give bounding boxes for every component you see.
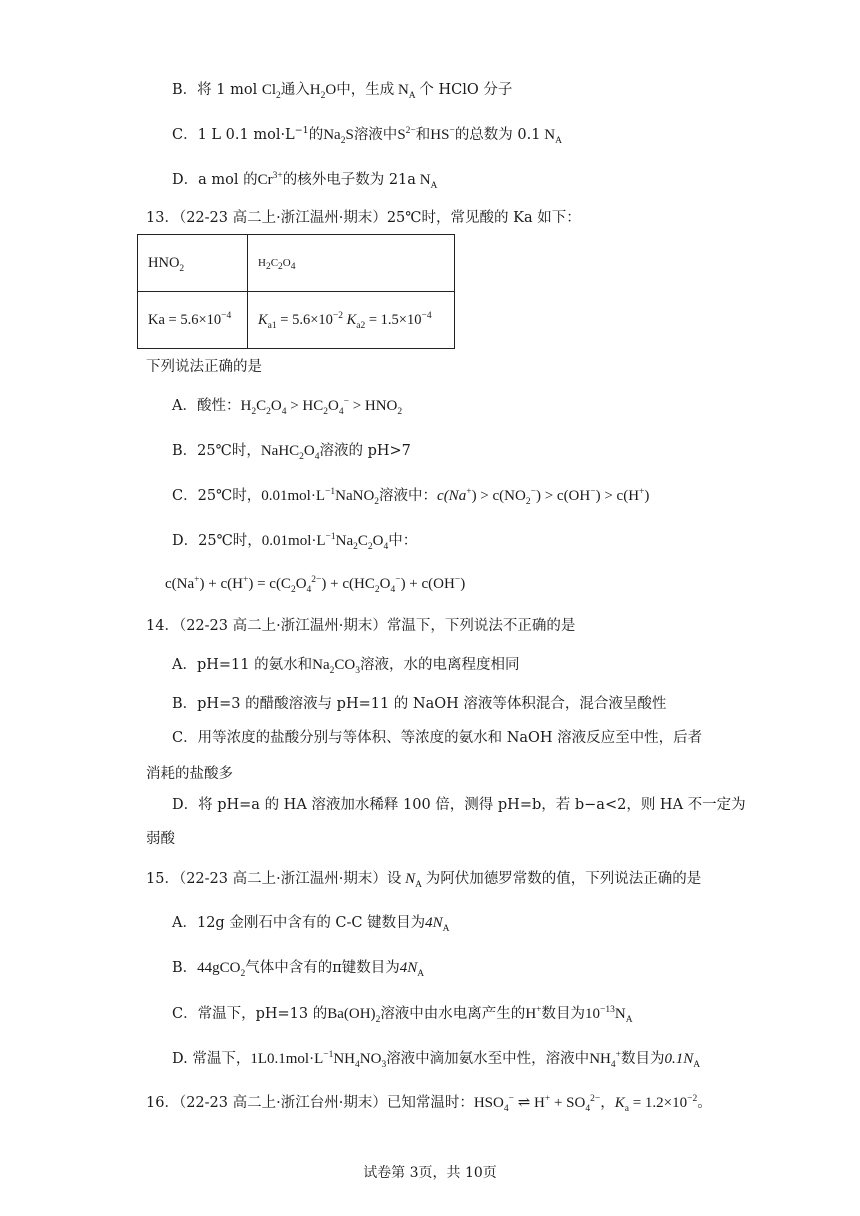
table-header-h2c2o4: $H_2C_2O_4$	[248, 235, 455, 292]
q13-prompt: 下列说法正确的是	[146, 359, 262, 375]
table-cell-ka-hno2: $Ka = 5.6\times 10^{-4}$	[138, 292, 248, 349]
q14-option-a: A．pH=11 的氨水和$Na_2CO_3$溶液，水的电离程度相同	[172, 657, 520, 676]
q12-option-d: D．a mol 的$Cr^{3+}$的核外电子数为 21a $N_A$	[172, 171, 438, 191]
q12-option-b: B．将 1 mol $Cl_2$通入$H_2O$中，生成 $N_A$ 个 HClO 分子	[172, 82, 513, 101]
page-footer: 试卷第 3页，共 10页	[363, 1165, 497, 1181]
q14-option-c-line1: C．用等浓度的盐酸分别与等体积、等浓度的氨水和 NaOH 溶液反应至中性，后者	[172, 730, 703, 746]
q15-option-c: C．常温下，pH=13 的$Ba(OH)_2$溶液中由水电离产生的H+数目为$10^{-13}N_A$	[172, 1005, 633, 1025]
q13-option-d-equation: $c(Na^+) + c(H^+) = c(C_2O_4^{2-}) + c(HC_2O_4^-) + c(OH^-)$	[165, 575, 466, 595]
q15-option-a: A．12g 金刚石中含有的 C-C 键数目为$4N_A$	[172, 915, 450, 934]
q14-option-d-line1: D．将 pH=a 的 HA 溶液加水稀释 100 倍，测得 pH=b，若 b−a<2，则 HA 不一定为	[172, 797, 746, 813]
q15-stem: 15．（22-23 高二上·浙江温州·期末）设 $N_A$ 为阿伏加德罗常数的值，下列说法正确的是	[146, 871, 702, 890]
q13-stem: 13．（22-23 高二上·浙江温州·期末）25℃时，常见酸的 Ka 如下：	[146, 210, 581, 226]
q14-stem: 14．（22-23 高二上·浙江温州·期末）常温下，下列说法不正确的是	[146, 618, 576, 634]
q15-option-b: B．44gCO$_2$气体中含有的π键数目为$4N_A$	[172, 960, 425, 979]
q14-option-b: B．pH=3 的醋酸溶液与 pH=11 的 NaOH 溶液等体积混合，混合液呈酸性	[172, 696, 667, 712]
q13-option-c: C．25℃时，$0.01mol\cdot L^{-1}NaNO_2$溶液中：$c(Na^+) > c(NO_2^-) > c(OH^-) > c(H^+)$	[172, 487, 650, 507]
ka-table	[137, 234, 455, 349]
table-cell-ka-h2c2o4: $K_{a1} = 5.6\times 10^{-2}$ $K_{a2} = 1.5\times 10^{-4}$	[248, 292, 455, 349]
q13-option-a: A．酸性：$H_2C_2O_4 > HC_2O_4^- > HNO_2$	[172, 397, 403, 417]
q12-option-c: C．1 L 0.1 $mol\cdot L^{-1}$的$Na_2S$溶液中$S^{2-}$和HS−的总数为 0.1 $N_A$	[172, 125, 562, 146]
q14-option-c-line2: 消耗的盐酸多	[146, 766, 233, 782]
q16-stem: 16．（22-23 高二上·浙江台州·期末）已知常温时：$HSO_4^-$ ⇌ $H^+ + SO_4^{2-}$，$K_a = 1.2\times 10^{-2}$。	[146, 1094, 712, 1114]
q15-option-d: D. 常温下，$1L0.1mol\cdot L^{-1}NH_4NO_3$溶液中滴加氨水至中性，溶液中$NH_4^+$数目为$0.1N_A$	[172, 1050, 701, 1070]
q13-option-b: B．25℃时，$NaHC_2O_4$溶液的 pH>7	[172, 443, 411, 462]
q13-option-d: D．25℃时，$0.01mol\cdot L^{-1}Na_2C_2O_4$中：	[172, 532, 418, 552]
table-header-hno2: $HNO_2$	[138, 235, 248, 292]
q14-option-d-line2: 弱酸	[146, 831, 175, 847]
